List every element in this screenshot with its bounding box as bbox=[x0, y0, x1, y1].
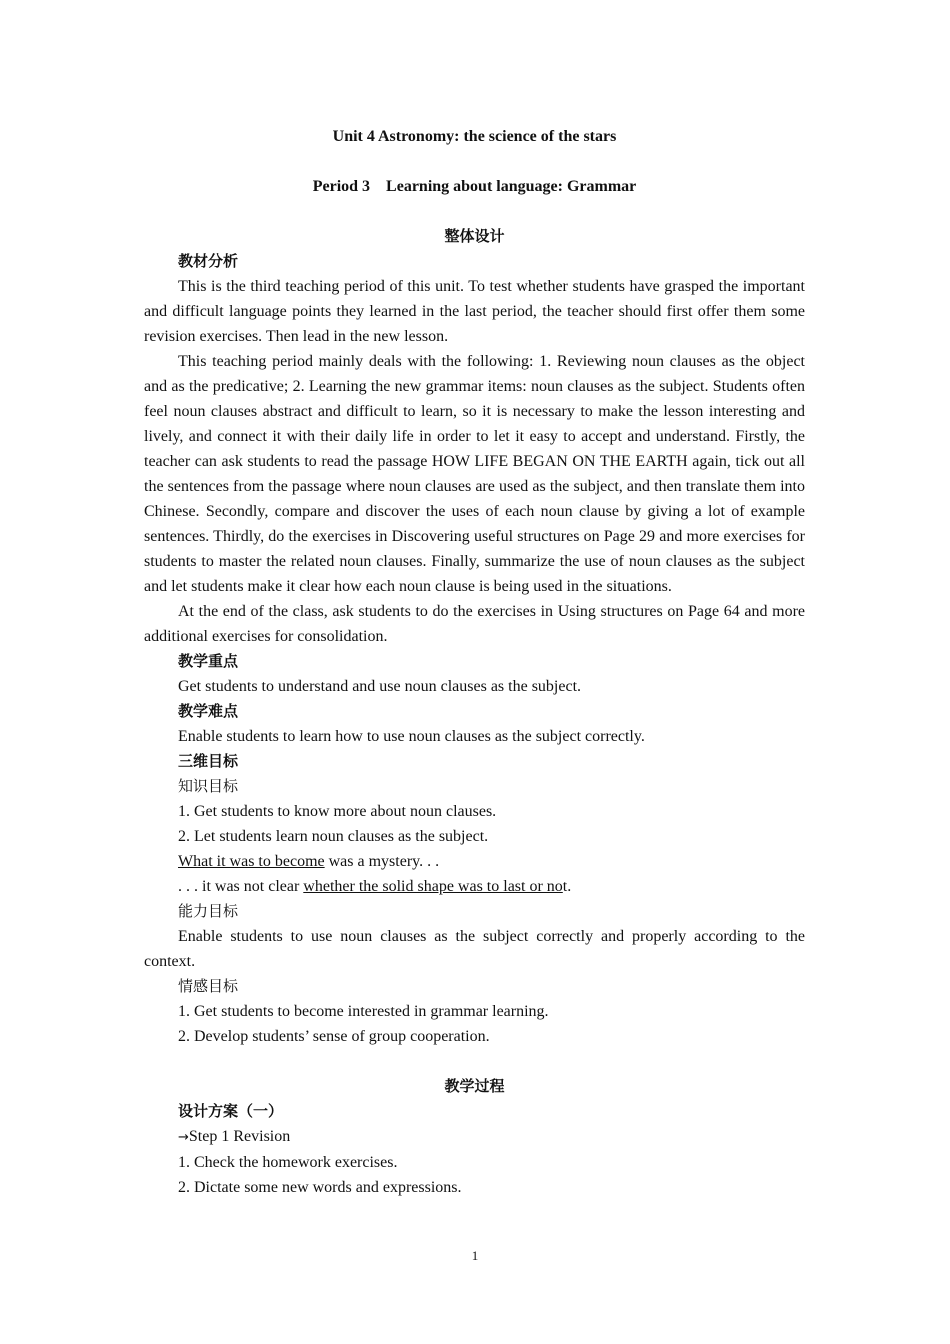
teaching-process-heading: 教学过程 bbox=[444, 1077, 505, 1095]
knowledge-objectives-heading: 知识目标 bbox=[178, 777, 239, 795]
step-1-label: Step 1 Revision bbox=[188, 1128, 291, 1145]
step-1-line bbox=[144, 1124, 805, 1150]
page-content bbox=[144, 124, 805, 1200]
analysis-paragraph-2: This teaching period mainly deals with the following: 1. Reviewing noun clauses as the object and as the predicative; 2. Learning the new grammar items: noun clauses as the subject. Students often feel noun clauses abstract and difficult to learn, so it is necessary to make the lesson interesting and lively, and connect it with their daily life in order to let it easy to accept and understand. Firstly, the teacher can ask students to read the passage HOW LIFE BEGAN ON THE EARTH again, tick out all the sentences from the passage where noun clauses are used as the subject, and then translate them into Chinese. Secondly, compare and discover the uses of each noun clause by giving a lot of example sentences. Thirdly, do the exercises in Discovering useful structures on Page 29 and more exercises for students to master the related noun clauses. Finally, summarize the use of noun clauses as the subject and let students make it clear how each noun clause is being used in the situations. bbox=[144, 353, 805, 595]
example-2-suffix: t. bbox=[562, 878, 572, 895]
knowledge-objective-2: 2. Let students learn noun clauses as the subject. bbox=[178, 828, 489, 845]
difficult-points-heading: 教学难点 bbox=[178, 702, 239, 720]
design-plan-heading: 设计方案（一） bbox=[178, 1102, 284, 1120]
objectives-heading: 三维目标 bbox=[178, 752, 239, 770]
example-sentence-2 bbox=[144, 874, 805, 899]
example-1-underlined: What it was to become bbox=[178, 853, 325, 870]
example-2-prefix: . . . it was not clear bbox=[178, 878, 304, 895]
emotion-objective-2: 2. Develop students’ sense of group cooperation. bbox=[178, 1028, 490, 1045]
example-1-rest: was a mystery. . . bbox=[324, 853, 440, 870]
emotion-objectives-heading: 情感目标 bbox=[178, 977, 239, 995]
example-sentence-1 bbox=[144, 849, 805, 874]
knowledge-objective-1: 1. Get students to know more about noun clauses. bbox=[178, 803, 497, 820]
example-2-underlined: whether the solid shape was to last or no bbox=[303, 878, 563, 895]
step-1-item-2: 2. Dictate some new words and expressions. bbox=[178, 1179, 462, 1196]
ability-objective-text: Enable students to use noun clauses as the subject correctly and properly according to the context. bbox=[144, 928, 805, 970]
ability-objectives-heading: 能力目标 bbox=[178, 902, 239, 920]
overall-design-heading: 整体设计 bbox=[444, 227, 505, 245]
analysis-paragraph-1: This is the third teaching period of this unit. To test whether students have grasped the important and difficult language points they learned in the last period, the teacher should first offer them some revision exercises. Then lead in the new lesson. bbox=[144, 278, 805, 345]
arrow-right-icon: → bbox=[178, 1130, 189, 1145]
key-points-heading: 教学重点 bbox=[178, 652, 239, 670]
textbook-analysis-heading: 教材分析 bbox=[178, 252, 239, 270]
key-points-text: Get students to understand and use noun clauses as the subject. bbox=[178, 678, 582, 695]
step-1-item-1: 1. Check the homework exercises. bbox=[178, 1154, 398, 1171]
difficult-points-text: Enable students to learn how to use noun clauses as the subject correctly. bbox=[178, 728, 645, 745]
emotion-objective-1: 1. Get students to become interested in grammar learning. bbox=[178, 1003, 549, 1020]
unit-title: Unit 4 Astronomy: the science of the stars bbox=[332, 128, 617, 145]
period-title: Period 3 Learning about language: Grammar bbox=[312, 178, 637, 195]
analysis-paragraph-3: At the end of the class, ask students to do the exercises in Using structures on Page 64 and more additional exercises for consolidation. bbox=[144, 603, 805, 645]
page-number: 1 bbox=[471, 1248, 479, 1263]
